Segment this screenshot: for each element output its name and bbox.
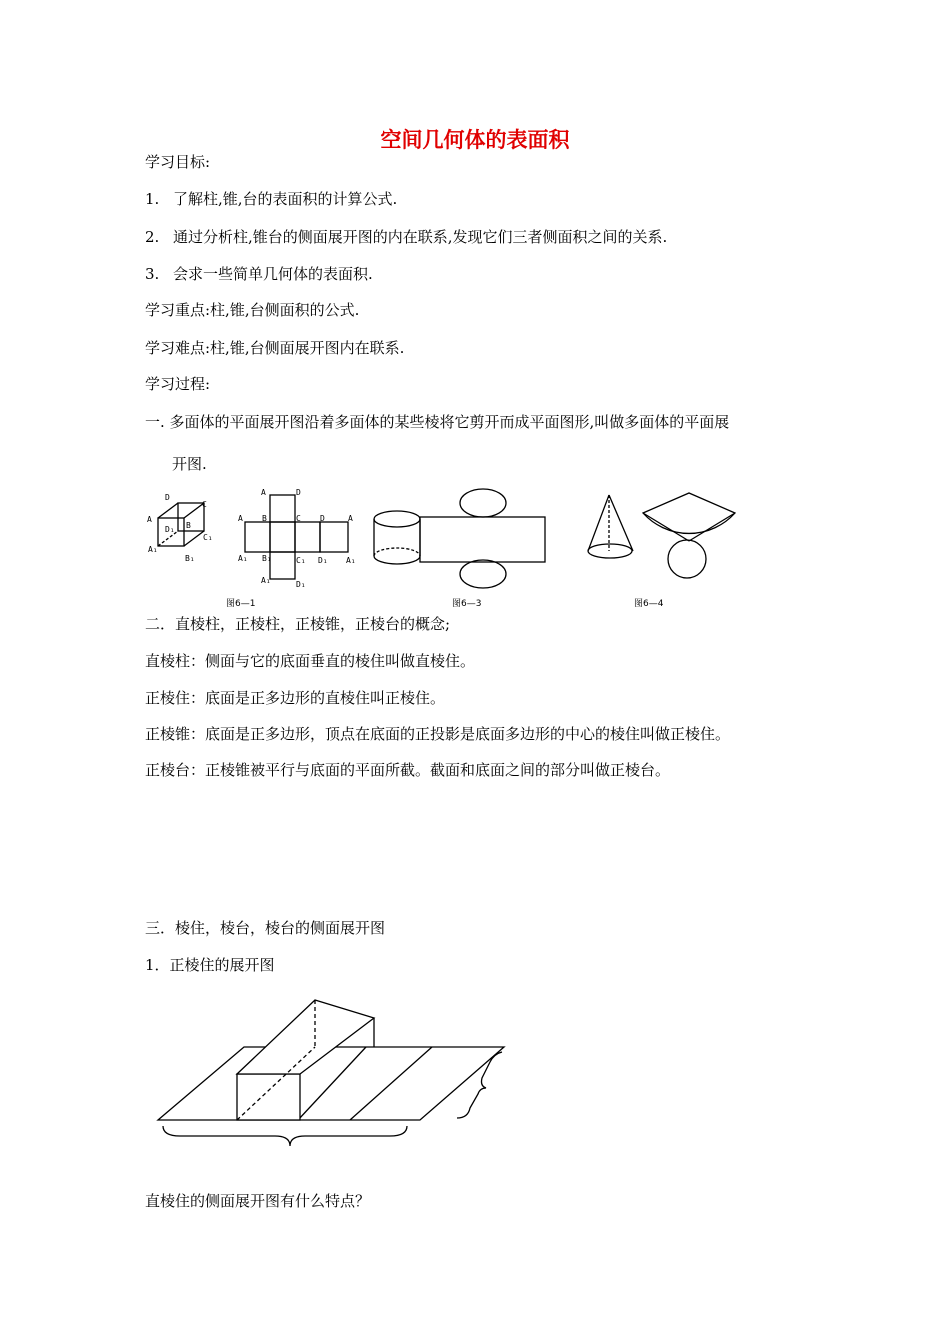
objectives-heading: 学习目标:	[145, 153, 211, 171]
net-label-A1: A₁	[261, 576, 271, 585]
definition-regular-frustum: 正棱台：正棱锥被平行与底面的平面所截。截面和底面之间的部分叫做正棱台。	[145, 761, 671, 779]
net-label-A: A	[261, 488, 266, 497]
question: 直棱住的侧面展开图有什么特点？	[145, 1192, 371, 1210]
cone-net-figure	[643, 493, 735, 578]
net-label-A: A	[238, 514, 243, 523]
net-label-B: B	[262, 514, 267, 523]
cone-figure	[588, 495, 633, 558]
label-D1: D₁	[165, 525, 175, 534]
objective-item	[145, 227, 667, 247]
process-heading: 学习过程:	[145, 375, 211, 393]
label-C: C	[202, 500, 207, 509]
label-A1: A₁	[148, 545, 158, 554]
objective-number: 2.	[145, 228, 160, 246]
net-label-D: D	[320, 514, 325, 523]
label-B: B	[186, 521, 191, 530]
objective-text: 通过分析柱,锥台的侧面展开图的内在联系,发现它们三者侧面积之间的关系.	[173, 228, 668, 246]
page-title: 空间几何体的表面积	[380, 128, 570, 152]
objective-text: 会求一些简单几何体的表面积.	[173, 265, 373, 283]
cube-net-figure	[245, 495, 348, 579]
label-D: D	[165, 493, 170, 502]
objective-number: 3.	[145, 265, 160, 283]
caption-fig4: 图6—4	[634, 599, 664, 609]
label-C1: C₁	[203, 533, 213, 542]
net-label-A: A	[348, 514, 353, 523]
objective-number: 1.	[145, 190, 160, 208]
section1-line2: 开图.	[172, 455, 207, 473]
cylinder-net-figure	[420, 489, 545, 588]
objective-item	[145, 189, 397, 209]
net-label-A1: A₁	[346, 556, 356, 565]
net-label-D: D	[296, 488, 301, 497]
definition-right-prism: 直棱柱：侧面与它的底面垂直的棱住叫做直棱住。	[145, 652, 476, 670]
label-B1: B₁	[185, 554, 195, 563]
definition-regular-prism: 正棱住：底面是正多边形的直棱住叫正棱住。	[145, 689, 446, 707]
prism-unfolding-figure	[150, 990, 520, 1160]
difficult-point: 学习难点:柱,锥,台侧面展开图内在联系.	[145, 339, 405, 357]
key-point: 学习重点:柱,锥,台侧面积的公式.	[145, 301, 360, 319]
caption-fig3: 图6—3	[452, 599, 482, 609]
cylinder-figure	[374, 511, 420, 564]
section3-heading: 三．棱住，棱台，棱台的侧面展开图	[145, 919, 386, 937]
net-label-C: C	[296, 514, 301, 523]
section2-heading: 二．直棱柱，正棱柱，正棱锥，正棱台的概念;	[145, 615, 451, 633]
objective-item	[145, 264, 373, 284]
net-label-D1: D₁	[296, 580, 306, 589]
definition-regular-pyramid: 正棱锥：底面是正多边形，顶点在底面的正投影是底面多边形的中心的棱住叫做正棱住。	[145, 725, 731, 743]
caption-fig1: 图6—1	[226, 599, 256, 609]
net-label-A1: A₁	[238, 554, 248, 563]
section1-line1: 一. 多面体的平面展开图沿着多面体的某些棱将它剪开而成平面图形,叫做多面体的平面展	[145, 413, 730, 431]
net-label-D1: D₁	[318, 556, 328, 565]
net-label-B1: B₁	[262, 554, 272, 563]
label-A: A	[147, 515, 152, 524]
net-label-C1: C₁	[296, 556, 306, 565]
objective-text: 了解柱,锥,台的表面积的计算公式.	[173, 190, 398, 208]
figures-row	[140, 483, 760, 618]
section3-subheading: 1．正棱住的展开图	[145, 956, 275, 974]
